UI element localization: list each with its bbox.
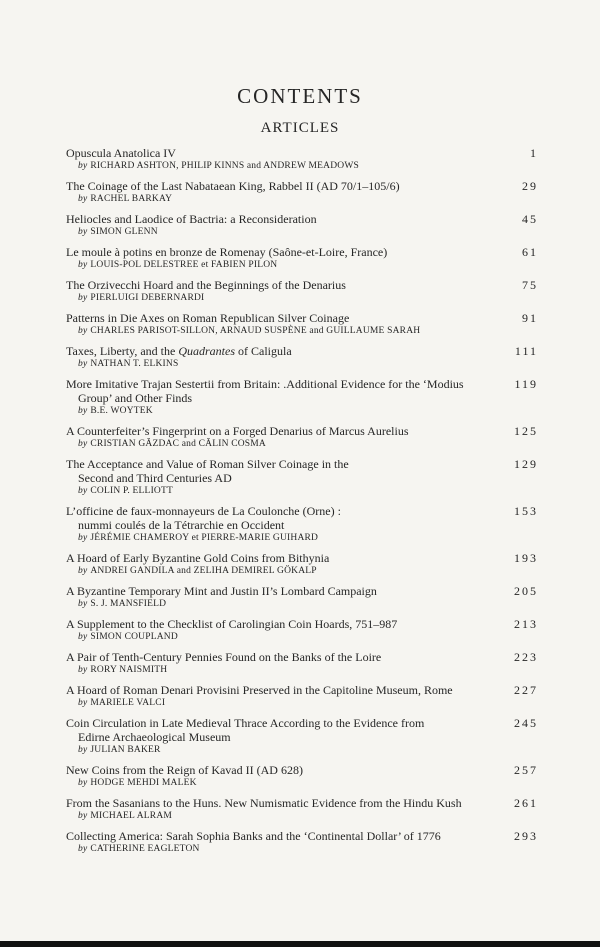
- author-names: SIMON GLENN: [90, 227, 158, 237]
- article-title-line: Opuscula Anatolica IV: [66, 146, 176, 160]
- toc-entry: [66, 617, 540, 643]
- page-number: 125: [514, 424, 538, 438]
- by-label: by: [78, 632, 88, 642]
- article-title: [66, 584, 540, 598]
- article-authors: [66, 664, 540, 676]
- by-label: by: [78, 227, 88, 237]
- author-names: COLIN P. ELLIOTT: [90, 486, 173, 496]
- article-authors: [66, 485, 540, 497]
- article-title-line: A Hoard of Roman Denari Provisini Preserved in the Capitoline Museum, Rome: [66, 683, 453, 697]
- author-names: CRISTIAN GĂZDAC and CĂLIN COSMA: [90, 439, 266, 449]
- article-title-line: Coin Circulation in Late Medieval Thrace According to the Evidence from: [66, 716, 425, 730]
- page-number: 227: [514, 683, 538, 697]
- article-authors: [66, 810, 540, 822]
- author-names: CATHERINE EAGLETON: [90, 844, 200, 854]
- by-label: by: [78, 745, 88, 755]
- article-title-line: nummi coulés de la Tétrarchie en Occident: [78, 518, 285, 532]
- article-title: [66, 763, 540, 777]
- article-authors: [66, 697, 540, 709]
- section-title: ARTICLES: [260, 120, 340, 136]
- by-label: by: [78, 599, 88, 609]
- toc-entry: [66, 763, 540, 789]
- article-title-line: A Byzantine Temporary Mint and Justin II’s Lombard Campaign: [66, 584, 377, 598]
- article-title: [66, 146, 540, 160]
- article-title: [66, 457, 540, 485]
- article-authors: [66, 193, 540, 205]
- by-label: by: [78, 533, 88, 543]
- author-names: MARIELE VALCI: [90, 698, 166, 708]
- article-title: [66, 311, 540, 325]
- page-number: 223: [514, 650, 538, 664]
- page-number: 257: [514, 763, 538, 777]
- article-title-line: The Coinage of the Last Nabataean King, Rabbel II (AD 70/1–105/6): [66, 179, 400, 193]
- by-label: by: [78, 359, 88, 369]
- by-label: by: [78, 293, 88, 303]
- page-number: 129: [514, 457, 538, 471]
- author-names: PIERLUIGI DEBERNARDI: [90, 293, 205, 303]
- article-title: [66, 617, 540, 631]
- article-title-line: A Supplement to the Checklist of Carolingian Coin Hoards, 751–987: [66, 617, 398, 631]
- toc-entry: [66, 278, 540, 304]
- page-edge-divider: [0, 941, 600, 947]
- by-label: by: [78, 326, 88, 336]
- article-title: [66, 278, 540, 292]
- author-names: RACHEL BARKAY: [90, 194, 173, 204]
- page-number: 75: [522, 278, 538, 292]
- page-number: 205: [514, 584, 538, 598]
- toc-entry: [66, 245, 540, 271]
- article-title-line: More Imitative Trajan Sestertii from Britain: .Additional Evidence for the ‘Modius: [66, 377, 464, 391]
- author-names: SIMON COUPLAND: [90, 632, 178, 642]
- article-authors: [66, 744, 540, 756]
- toc-entry: [66, 650, 540, 676]
- author-names: NATHAN T. ELKINS: [90, 359, 179, 369]
- page-number: 61: [522, 245, 538, 259]
- article-title-line: A Hoard of Early Byzantine Gold Coins from Bithynia: [66, 551, 330, 565]
- author-names: LOUIS-POL DELESTREE et FABIEN PILON: [90, 260, 278, 270]
- toc-entry: [66, 683, 540, 709]
- article-authors: [66, 438, 540, 450]
- page-number: 193: [514, 551, 538, 565]
- article-title: [66, 424, 540, 438]
- by-label: by: [78, 844, 88, 854]
- article-authors: [66, 358, 540, 370]
- article-authors: [66, 777, 540, 789]
- author-names: JULIAN BAKER: [90, 745, 161, 755]
- article-authors: [66, 565, 540, 577]
- article-authors: [66, 843, 540, 855]
- table-of-contents: [66, 146, 540, 862]
- toc-entry: [66, 457, 540, 497]
- article-title-line: From the Sasanians to the Huns. New Numismatic Evidence from the Hindu Kush: [66, 796, 462, 810]
- author-names: CHARLES PARISOT-SILLON, ARNAUD SUSPÈNE and GUILLAUME SARAH: [90, 326, 421, 336]
- article-title-line: Second and Third Centuries AD: [78, 471, 232, 485]
- toc-entry: [66, 584, 540, 610]
- by-label: by: [78, 406, 88, 416]
- article-title: [66, 504, 540, 532]
- article-authors: [66, 292, 540, 304]
- article-title-line: L’officine de faux-monnayeurs de La Coulonche (Orne) :: [66, 504, 341, 518]
- article-title-italic: Quadrantes: [178, 344, 236, 358]
- author-names: S. J. MANSFIELD: [90, 599, 167, 609]
- by-label: by: [78, 566, 88, 576]
- author-names: JÉRÉMIE CHAMEROY et PIERRE-MARIE GUIHARD: [90, 533, 319, 543]
- article-title-line: The Orzivecchi Hoard and the Beginnings of the Denarius: [66, 278, 346, 292]
- article-title: [66, 683, 540, 697]
- by-label: by: [78, 778, 88, 788]
- article-authors: [66, 160, 540, 172]
- page-number: 1: [530, 146, 538, 160]
- article-title: [66, 245, 540, 259]
- page-number: 91: [522, 311, 538, 325]
- toc-entry: [66, 146, 540, 172]
- article-title: [66, 551, 540, 565]
- article-title-line: The Acceptance and Value of Roman Silver Coinage in the: [66, 457, 349, 471]
- article-title: [66, 796, 540, 810]
- page-number: 111: [514, 344, 538, 358]
- toc-entry: [66, 212, 540, 238]
- toc-entry: [66, 311, 540, 337]
- article-title-line: Heliocles and Laodice of Bactria: a Reconsideration: [66, 212, 317, 226]
- article-title-text: of Caligula: [235, 344, 292, 358]
- page-number: 245: [514, 716, 538, 730]
- article-authors: [66, 532, 540, 544]
- by-label: by: [78, 811, 88, 821]
- toc-entry: [66, 551, 540, 577]
- article-title: [66, 344, 540, 358]
- toc-entry: [66, 377, 540, 417]
- article-title-line: New Coins from the Reign of Kavad II (AD 628): [66, 763, 303, 777]
- article-authors: [66, 598, 540, 610]
- toc-entry: [66, 796, 540, 822]
- page-number: 293: [514, 829, 538, 843]
- article-title-line: A Counterfeiter’s Fingerprint on a Forged Denarius of Marcus Aurelius: [66, 424, 409, 438]
- article-title: [66, 650, 540, 664]
- author-names: HODGE MEHDI MALEK: [90, 778, 197, 788]
- article-title: [66, 716, 540, 744]
- by-label: by: [78, 486, 88, 496]
- article-title-text: Taxes, Liberty, and the: [66, 344, 179, 358]
- by-label: by: [78, 439, 88, 449]
- article-title-line: Edirne Archaeological Museum: [78, 730, 231, 744]
- page-number: 213: [514, 617, 538, 631]
- toc-entry: [66, 829, 540, 855]
- article-title: [66, 377, 540, 405]
- article-authors: [66, 226, 540, 238]
- author-names: B.E. WOYTEK: [90, 406, 153, 416]
- page-number: 119: [514, 377, 538, 391]
- by-label: by: [78, 260, 88, 270]
- toc-entry: [66, 344, 540, 370]
- page-number: 29: [522, 179, 538, 193]
- article-title: [66, 212, 540, 226]
- article-title: [66, 829, 540, 843]
- author-names: MICHAEL ALRAM: [90, 811, 173, 821]
- page-number: 45: [522, 212, 538, 226]
- article-title-line: A Pair of Tenth-Century Pennies Found on the Banks of the Loire: [66, 650, 382, 664]
- by-label: by: [78, 161, 88, 171]
- author-names: RORY NAISMITH: [90, 665, 168, 675]
- article-title: [66, 179, 540, 193]
- toc-entry: [66, 716, 540, 756]
- article-title-line: Le moule à potins en bronze de Romenay (Saône-et-Loire, France): [66, 245, 388, 259]
- article-authors: [66, 405, 540, 417]
- author-names: ANDREI GANDILA and ZELIHA DEMIREL GÖKALP: [90, 566, 317, 576]
- author-names: RICHARD ASHTON, PHILIP KINNS and ANDREW MEADOWS: [90, 161, 360, 171]
- by-label: by: [78, 665, 88, 675]
- article-title-line: Patterns in Die Axes on Roman Republican Silver Coinage: [66, 311, 350, 325]
- article-authors: [66, 325, 540, 337]
- page-number: 261: [514, 796, 538, 810]
- article-title-line: Group’ and Other Finds: [78, 391, 193, 405]
- by-label: by: [78, 698, 88, 708]
- toc-entry: [66, 504, 540, 544]
- page-title: CONTENTS: [237, 84, 363, 108]
- toc-entry: [66, 179, 540, 205]
- article-title-line: Collecting America: Sarah Sophia Banks and the ‘Continental Dollar’ of 1776: [66, 829, 441, 843]
- by-label: by: [78, 194, 88, 204]
- page-number: 153: [514, 504, 538, 518]
- toc-entry: [66, 424, 540, 450]
- article-authors: [66, 631, 540, 643]
- article-authors: [66, 259, 540, 271]
